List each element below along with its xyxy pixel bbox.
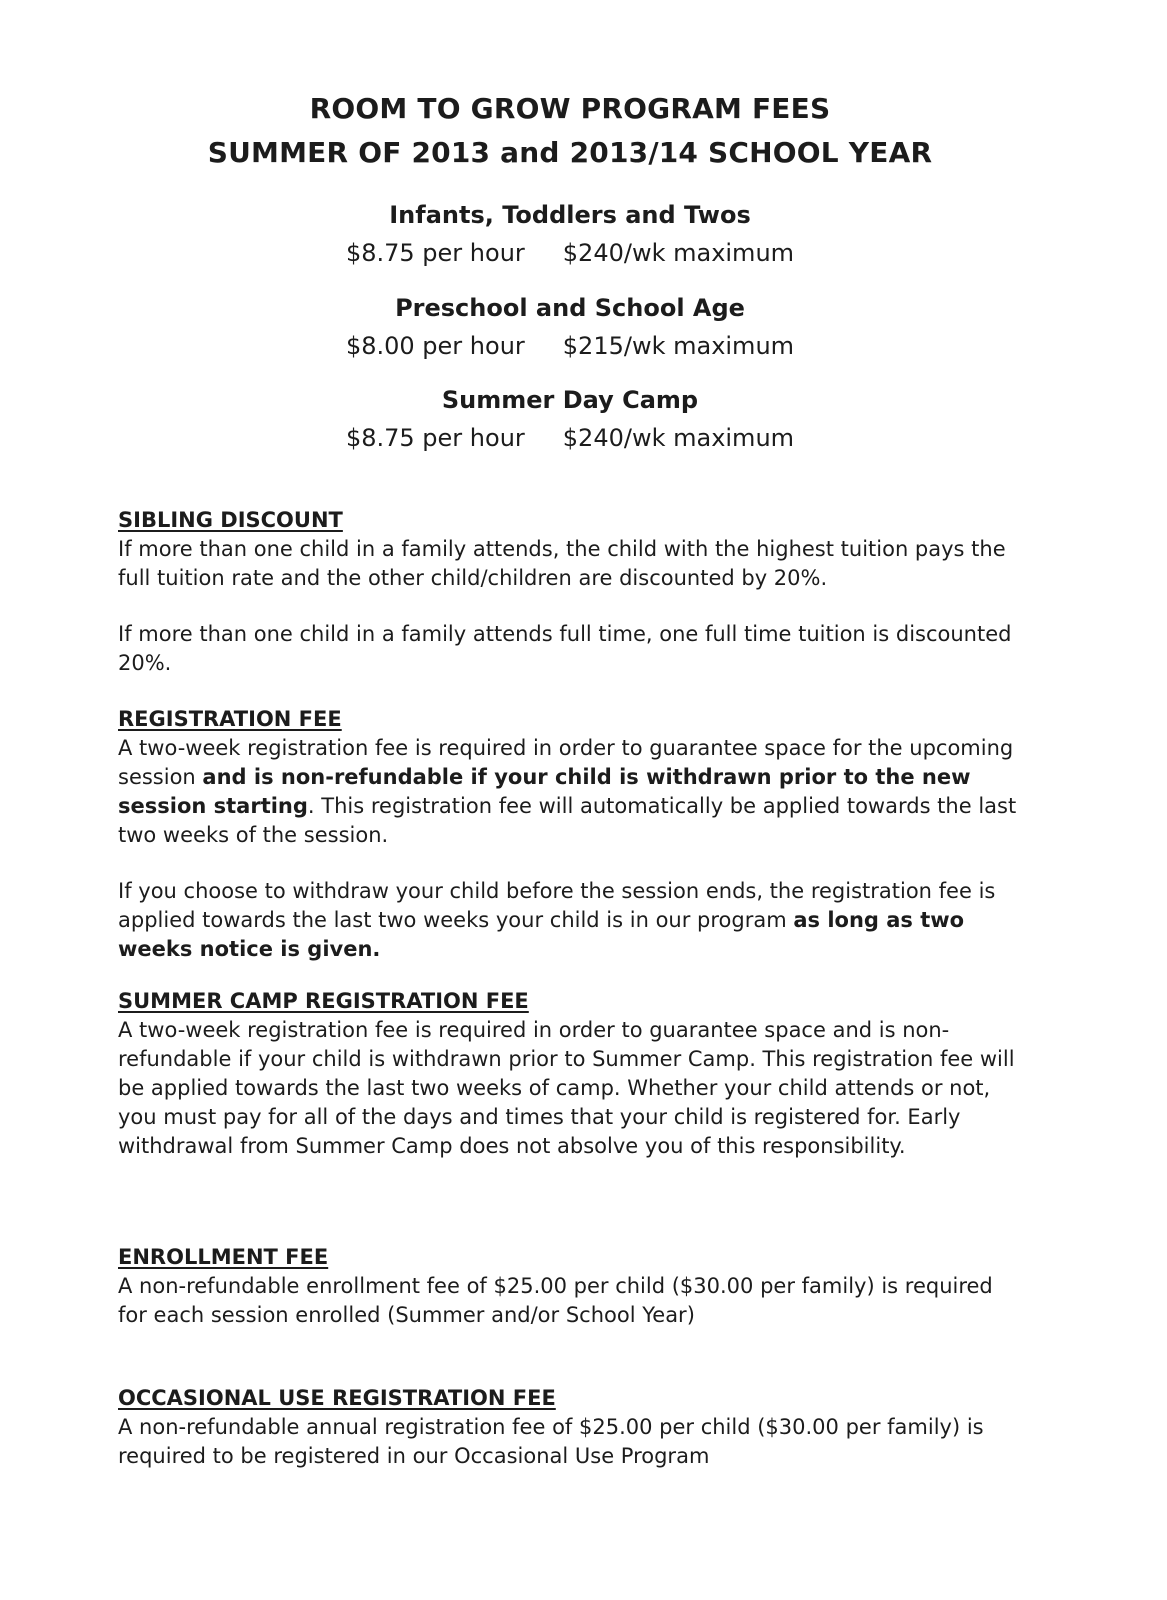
document-title: ROOM TO GROW PROGRAM FEES <box>309 92 831 125</box>
hourly-rate: $8.75 per hour <box>345 239 525 267</box>
category-name: Infants, Toddlers and Twos <box>389 201 751 229</box>
summer-camp-fee-section <box>118 987 1018 1161</box>
section-heading: SIBLING DISCOUNT <box>118 508 343 532</box>
registration-fee-section <box>118 705 1018 964</box>
hourly-rate: $8.00 per hour <box>345 332 525 360</box>
section-heading: OCCASIONAL USE REGISTRATION FEE <box>118 1386 556 1410</box>
enrollment-fee-section <box>118 1243 1018 1330</box>
emphasis-text: as long as two weeks notice is given. <box>118 908 965 961</box>
section-paragraph: A non-refundable annual registration fee of $25.00 per child ($30.00 per family) is required to be registered in our Occasional Use Program <box>118 1415 984 1468</box>
category-rates <box>0 419 1140 457</box>
sibling-discount-section <box>118 506 1018 678</box>
section-heading: SUMMER CAMP REGISTRATION FEE <box>118 989 529 1013</box>
document-subtitle: SUMMER OF 2013 and 2013/14 SCHOOL YEAR <box>207 136 933 169</box>
fee-category-infants <box>0 196 1140 272</box>
category-rates <box>0 327 1140 365</box>
emphasis-text: and is non-refundable if your child is withdrawn prior to the new session starting <box>118 765 971 818</box>
paragraph-text: . This registration fee will automatically be applied towards the last two weeks of the session. <box>118 794 1017 847</box>
occasional-use-fee-section <box>118 1384 1018 1471</box>
paragraph-text: If you choose to withdraw your child before the session ends, the registration fee is applied towards the last two weeks your child is in our program <box>118 879 996 932</box>
fee-category-preschool <box>0 289 1140 365</box>
weekly-maximum: $215/wk maximum <box>562 332 795 360</box>
weekly-maximum: $240/wk maximum <box>562 424 795 452</box>
section-heading: ENROLLMENT FEE <box>118 1245 329 1269</box>
section-paragraph <box>118 734 1018 850</box>
weekly-maximum: $240/wk maximum <box>562 239 795 267</box>
category-name: Preschool and School Age <box>395 294 745 322</box>
hourly-rate: $8.75 per hour <box>345 424 525 452</box>
fee-category-summer-camp <box>0 381 1140 457</box>
paragraph-text: A two-week registration fee is required in order to guarantee space for the upcoming session <box>118 736 1014 789</box>
section-heading: REGISTRATION FEE <box>118 707 342 731</box>
section-paragraph: A two-week registration fee is required in order to guarantee space and is non-refundable if your child is withdrawn prior to Summer Camp. This registration fee will be applied towards the last two weeks of camp. Whether your child attends or not, you must pay for all of the days and times that your child is registered for. Early withdrawal from Summer Camp does not absolve you of this responsibility. <box>118 1018 1015 1158</box>
section-paragraph: A non-refundable enrollment fee of $25.00 per child ($30.00 per family) is required for each session enrolled (Summer and/or School Year) <box>118 1274 993 1327</box>
section-paragraph: If more than one child in a family attends, the child with the highest tuition pays the full tuition rate and the other child/children are discounted by 20%. <box>118 537 1006 590</box>
section-paragraph: If more than one child in a family attends full time, one full time tuition is discounted 20%. <box>118 622 1012 675</box>
section-paragraph <box>118 877 1018 964</box>
category-name: Summer Day Camp <box>441 386 699 414</box>
category-rates <box>0 234 1140 272</box>
